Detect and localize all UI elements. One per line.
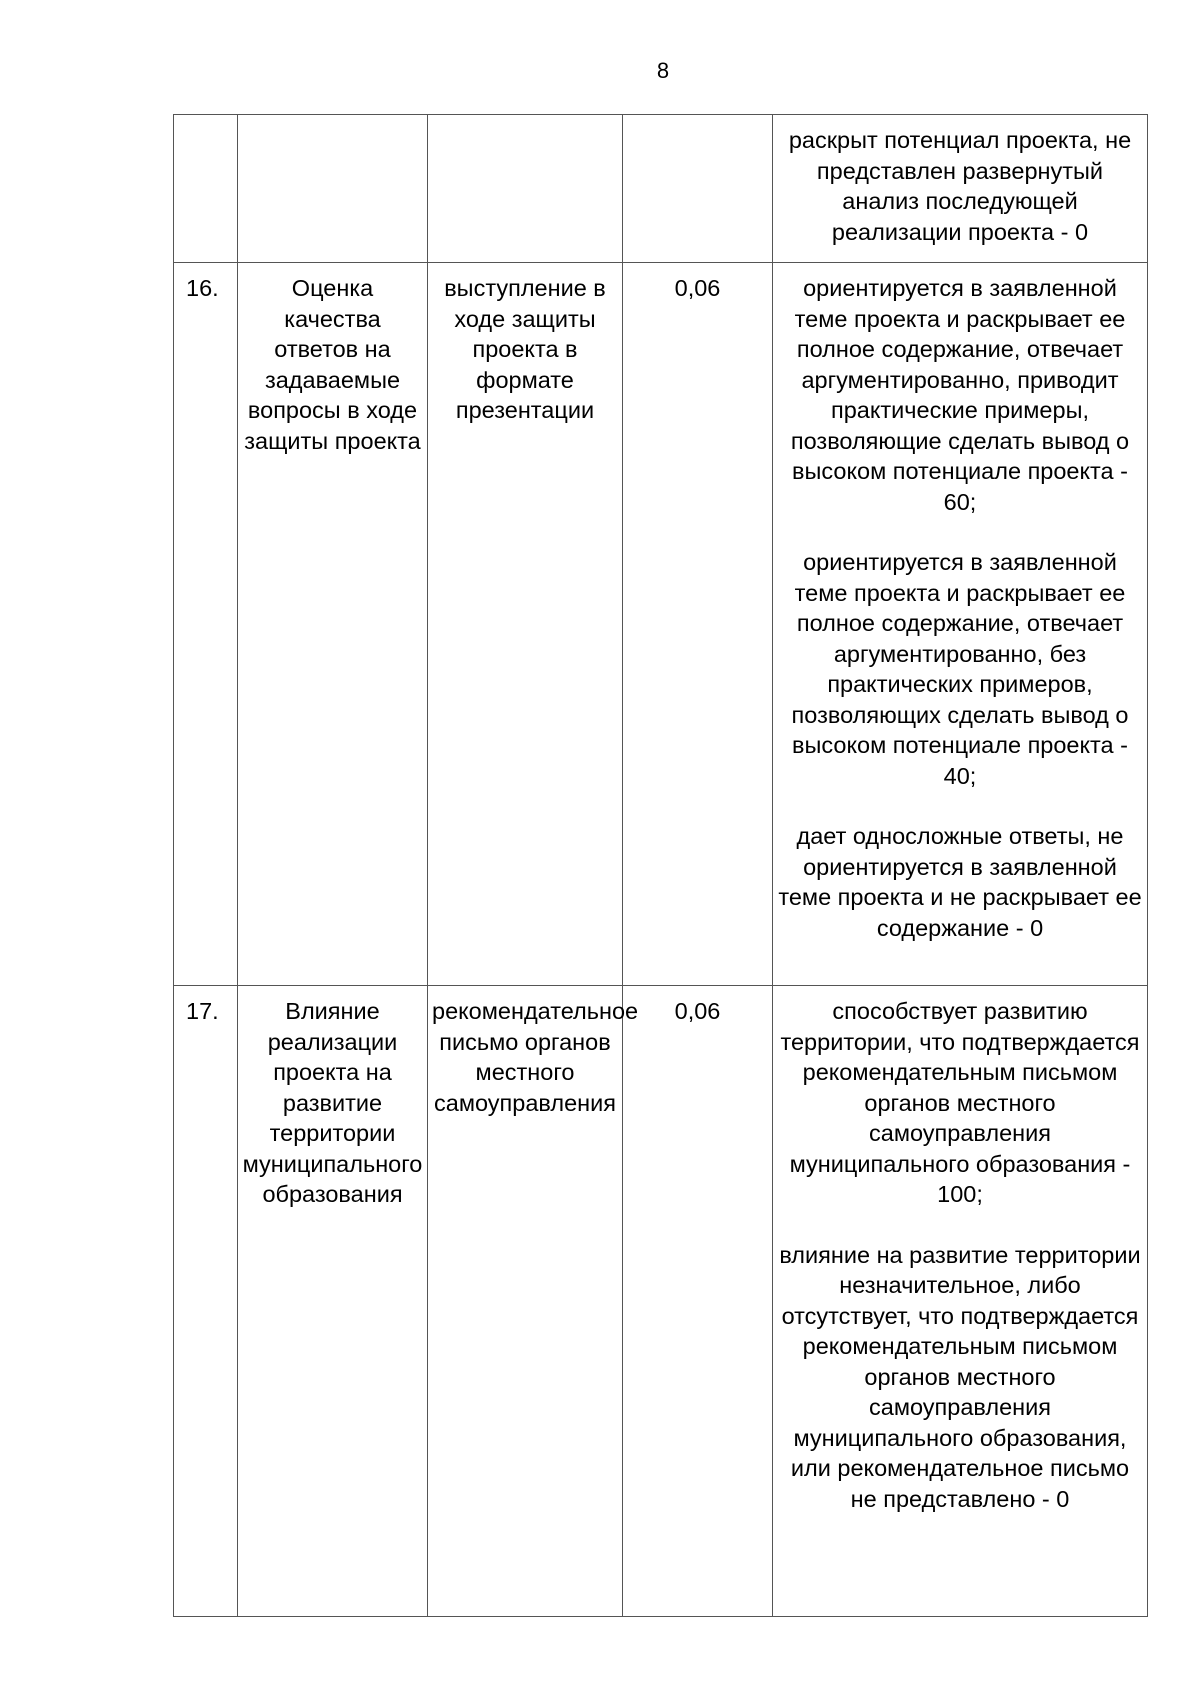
scoring-cell [773,115,1148,263]
weight-cell: 0,06 [623,263,773,986]
criterion-name-cell: Оценка качества ответов на задаваемые вопросы в ходе защиты проекта [238,263,428,986]
row-number-cell: 16. [174,263,238,986]
scoring-text: способствует развитию территории, что подтверждается рекомендательным письмом органов местного самоуправления муниципального образования - 100; [780,998,1140,1207]
source-cell: выступление в ходе защиты проекта в формате презентации [428,263,623,986]
criteria-table [173,114,1148,1617]
scoring-text: дает односложные ответы, не ориентируется в заявленной теме проекта и не раскрывает ее содержание - 0 [778,823,1142,941]
table-row [174,263,1148,986]
scoring-text: ориентируется в заявленной теме проекта и раскрывает ее полное содержание, отвечает аргументированно, без практических примеров, позволяющих сделать вывод о высоком потенциале проекта - 40; [791,549,1129,789]
scoring-text: ориентируется в заявленной теме проекта и раскрывает ее полное содержание, отвечает аргументированно, приводит практические примеры, позволяющие сделать вывод о высоком потенциале проекта - 60; [790,275,1130,515]
weight-cell [623,115,773,263]
scoring-cell [773,263,1148,986]
criterion-name-cell [238,115,428,263]
weight-cell: 0,06 [623,986,773,1617]
scoring-cell [773,986,1148,1617]
page-number: 8 [656,58,670,83]
row-number-cell [174,115,238,263]
table-row [174,115,1148,263]
scoring-text: влияние на развитие территории незначительное, либо отсутствует, что подтверждается рекомендательным письмом органов местного самоуправления муниципального образования, или рекомендательное письмо не представлено - 0 [779,1241,1141,1512]
row-number-cell: 17. [174,986,238,1617]
source-cell: рекомендательное письмо органов местного самоуправления [428,986,623,1617]
criterion-name-cell: Влияние реализации проекта на развитие территории муниципального образования [238,986,428,1617]
scoring-text: раскрыт потенциал проекта, не представлен развернутый анализ последующей реализации проекта - 0 [788,127,1132,245]
table-row [174,986,1148,1617]
source-cell [428,115,623,263]
